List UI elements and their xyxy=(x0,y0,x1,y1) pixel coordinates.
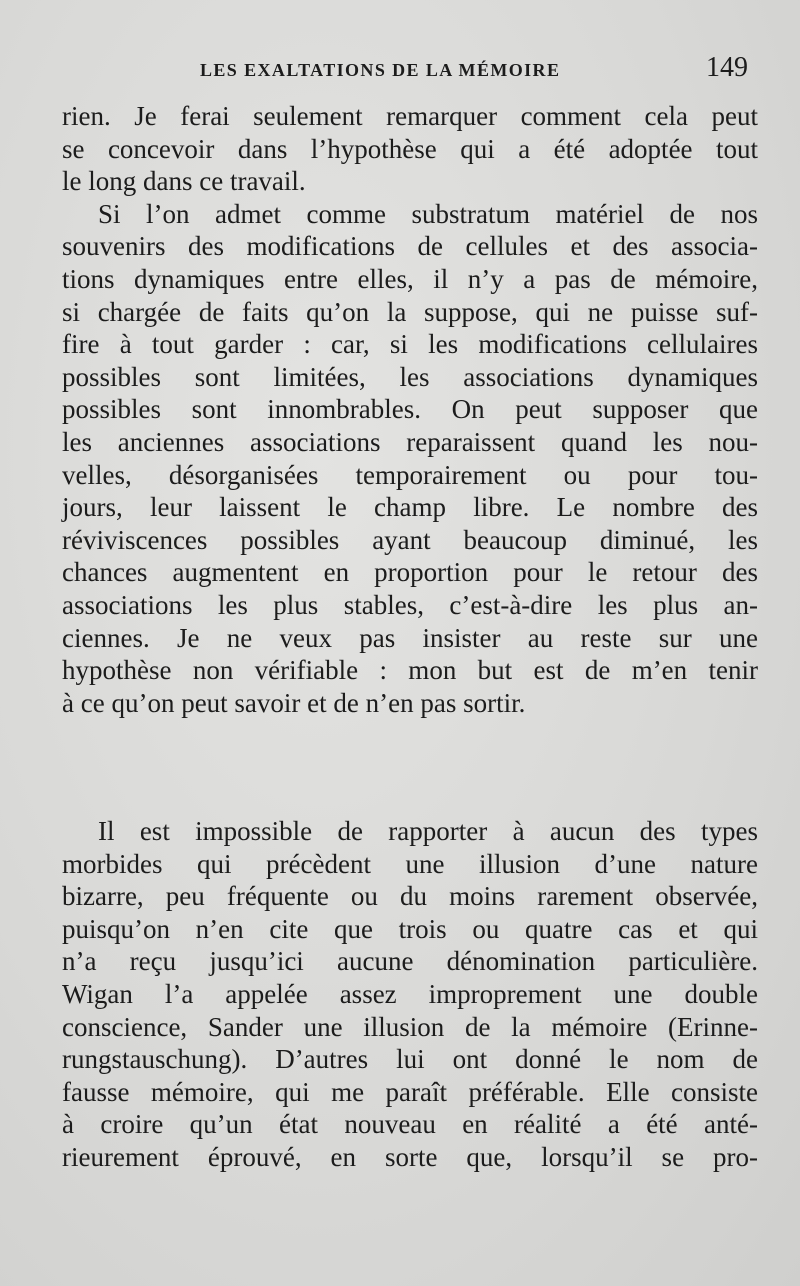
text-line: chances augmentent en proportion pour le retour des xyxy=(62,557,758,588)
paragraph-memory-substratum xyxy=(62,198,758,720)
text-line: tions dynamiques entre elles, il n’y a pas de mémoire, xyxy=(62,263,758,294)
text-line: le long dans ce travail. xyxy=(62,166,306,197)
text-line: hypothèse non vérifiable : mon but est de m’en tenir xyxy=(62,655,758,686)
text-line: Wigan l’a appelée assez improprement une double xyxy=(62,978,758,1009)
paragraph-continuation xyxy=(62,100,758,198)
text-line: velles, désorganisées temporairement ou pour tou- xyxy=(62,459,758,490)
running-head xyxy=(0,52,800,92)
text-line: jours, leur laissent le champ libre. Le nombre des xyxy=(62,492,758,523)
page-number: 149 xyxy=(706,52,748,83)
text-line: fire à tout garder : car, si les modifications cellulaires xyxy=(62,329,758,360)
text-line: rien. Je ferai seulement remarquer comment cela peut xyxy=(62,101,758,131)
text-block-bottom xyxy=(62,815,758,1174)
text-line: associations les plus stables, c’est-à-dire les plus an- xyxy=(62,589,758,620)
text-line: bizarre, peu fréquente ou du moins rarement observée, xyxy=(62,881,758,912)
text-line: fausse mémoire, qui me paraît préférable. Elle consiste xyxy=(62,1076,758,1107)
text-line: à croire qu’un état nouveau en réalité a été anté- xyxy=(62,1109,758,1140)
text-line: puisqu’on n’en cite que trois ou quatre cas et qui xyxy=(62,913,758,944)
text-line: réviviscences possibles ayant beaucoup diminué, les xyxy=(62,524,758,555)
text-line: à ce qu’on peut savoir et de n’en pas sortir. xyxy=(62,687,526,718)
text-line: souvenirs des modifications de cellules et des associa- xyxy=(62,231,758,262)
text-line: rieurement éprouvé, en sorte que, lorsqu’il se pro- xyxy=(62,1141,758,1172)
text-line: n’a reçu jusqu’ici aucune dénomination particulière. xyxy=(62,946,758,977)
text-line: conscience, Sander une illusion de la mémoire (Erinne- xyxy=(62,1011,758,1042)
text-line: possibles sont innombrables. On peut supposer que xyxy=(62,394,758,425)
text-line: si chargée de faits qu’on la suppose, qui ne puisse suf- xyxy=(62,296,758,327)
text-line: rungstauschung). D’autres lui ont donné le nom de xyxy=(62,1044,758,1075)
running-head-title: LES EXALTATIONS DE LA MÉMOIRE xyxy=(200,60,561,80)
text-line: Il est impossible de rapporter à aucun des types xyxy=(98,816,758,846)
text-line: les anciennes associations reparaissent quand les nou- xyxy=(62,426,758,457)
text-block-top xyxy=(62,100,758,719)
text-line: ciennes. Je ne veux pas insister au reste sur une xyxy=(62,622,758,653)
paragraph-false-memory xyxy=(62,815,758,1174)
text-line: possibles sont limitées, les associations dynamiques xyxy=(62,361,758,392)
text-line: se concevoir dans l’hypothèse qui a été adoptée tout xyxy=(62,133,758,164)
text-line: morbides qui précèdent une illusion d’une nature xyxy=(62,848,758,879)
text-line: Si l’on admet comme substratum matériel de nos xyxy=(98,198,758,229)
